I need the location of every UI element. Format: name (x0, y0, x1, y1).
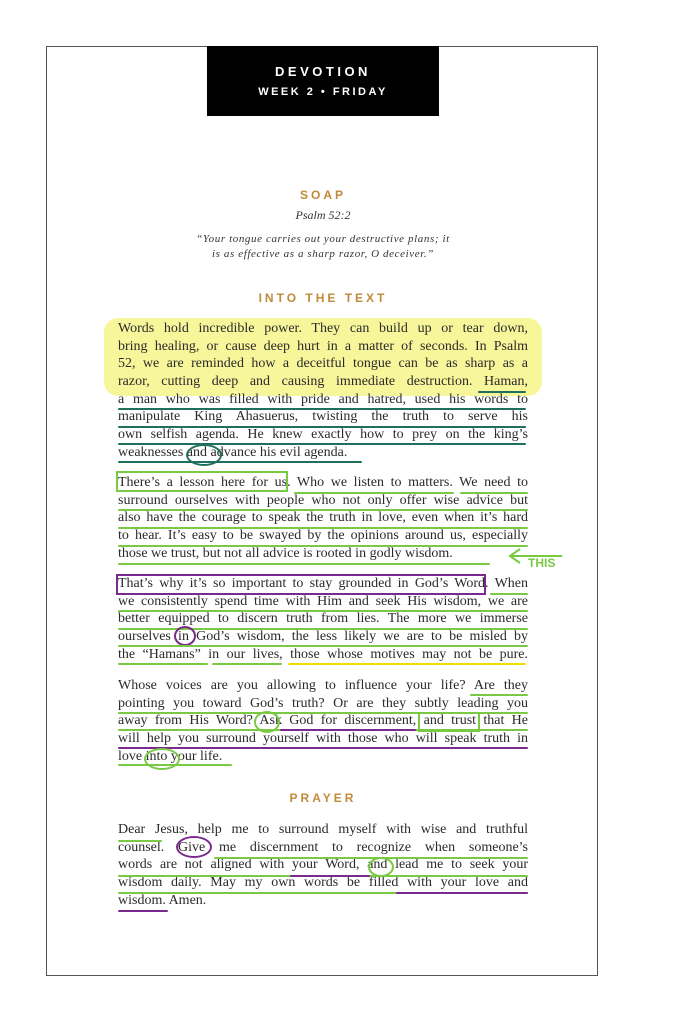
text-line: will help you surround yourself with those who will speak truth in (118, 731, 528, 747)
prayer-paragraph (118, 821, 528, 909)
purple-underline (396, 892, 528, 894)
purple-underline (118, 747, 528, 749)
green-underline (490, 593, 528, 595)
text-line: counsel. Give me discernment to recognize when someone’s (118, 839, 528, 855)
green-underline (118, 527, 528, 529)
text-line: wisdom daily. May my own words be filled with your love and (118, 875, 528, 891)
teal-underline (118, 426, 526, 428)
teal-underline (118, 461, 362, 463)
purple-circle (174, 626, 196, 646)
green-underline (118, 610, 528, 612)
yellow-underline (288, 663, 526, 665)
devotion-header (207, 46, 439, 116)
paragraph-1 (118, 320, 528, 462)
text-line: surround ourselves with people who not only offer wise advice but (118, 492, 528, 508)
text-line: own selfish agenda. He knew exactly how to prey on the king’s (118, 427, 528, 443)
text-line: to hear. It’s easy to be swayed by the opinions around us, especially (118, 528, 528, 544)
text-line: That’s why it’s so important to stay grounded in God’s Word. When (118, 576, 528, 591)
text-line: There’s a lesson here for us. Who we listen to matters. We need to (118, 475, 528, 490)
text-line: love into your life. (118, 748, 223, 764)
margin-note: THIS (528, 556, 556, 570)
green-circle (254, 711, 280, 733)
text-line: Whose voices are you allowing to influence your life? Are they (118, 678, 528, 693)
green-underline (118, 663, 208, 665)
green-underline (212, 663, 282, 665)
green-underline (118, 840, 162, 842)
text-line: we consistently spend time with Him and seek His wisdom, we are (118, 593, 528, 609)
teal-circle (186, 444, 222, 466)
purple-underline (118, 910, 168, 912)
text-line: also have the courage to speak the truth in love, even when it’s hard (118, 510, 528, 526)
text-line: the “Hamans” in our lives, those whose motives may not be pure. (118, 646, 528, 662)
prayer-heading: PRAYER (289, 791, 357, 805)
green-underline (118, 545, 528, 547)
scripture-quote (118, 232, 528, 262)
green-underline (118, 645, 528, 647)
header-subtitle: WEEK 2 • FRIDAY (258, 86, 388, 98)
purple-circle (176, 836, 212, 858)
text-line: manipulate King Ahasuerus, twisting the truth to serve his (118, 409, 528, 425)
text-line: pointing you toward God’s truth? Or are they subtly leading you (118, 695, 528, 711)
text-line: away from His Word? Ask God for discernment, and trust that He (118, 713, 528, 729)
purple-box (116, 574, 486, 595)
green-underline (460, 492, 528, 494)
purple-underline (290, 875, 370, 877)
text-line: those we trust, but not all advice is rooted in godly wisdom. (118, 545, 453, 561)
text-line: 52, we are reminded how a deceitful tongue can be as sharp as a (118, 356, 528, 372)
green-underline (214, 857, 528, 859)
quote-line: is as effective as a sharp razor, O deceiver.” (212, 248, 434, 260)
green-underline (118, 509, 528, 511)
text-line: wisdom. Amen. (118, 892, 207, 908)
text-line: bring healing, or cause deep hurt in a matter of seconds. In Psalm (118, 338, 528, 354)
green-box (418, 712, 480, 732)
text-line: better equipped to discern truth from lies. The more we immerse (118, 611, 528, 627)
header-title: DEVOTION (275, 64, 371, 79)
green-underline (294, 492, 454, 494)
green-circle (144, 748, 180, 770)
green-underline (118, 563, 490, 565)
text-line: words are not aligned with your Word, and lead me to seek your (118, 857, 528, 873)
teal-underline (118, 443, 526, 445)
soap-heading: SOAP (299, 188, 346, 202)
text-line: razor, cutting deep and causing immediate destruction. Haman, (118, 374, 528, 390)
purple-underline (280, 729, 416, 731)
green-underline (470, 694, 528, 696)
text-line: weaknesses and advance his evil agenda. (118, 444, 348, 460)
text-line: Words hold incredible power. They can build up or tear down, (118, 321, 528, 336)
into-the-text-heading: INTO THE TEXT (258, 291, 388, 305)
scripture-reference: Psalm 52:2 (295, 208, 351, 222)
green-circle (368, 857, 394, 877)
teal-underline (118, 408, 526, 410)
teal-underline (478, 391, 526, 393)
green-box (116, 471, 288, 492)
quote-line: “Your tongue carries out your destructive plans; it (196, 233, 450, 245)
text-line: ourselves in God’s wisdom, the less likely we are to be misled by (118, 629, 528, 645)
text-line: Dear Jesus, help me to surround myself with wise and truthful (118, 822, 528, 837)
text-line: a man who was filled with pride and hatred, used his words to (118, 391, 528, 407)
